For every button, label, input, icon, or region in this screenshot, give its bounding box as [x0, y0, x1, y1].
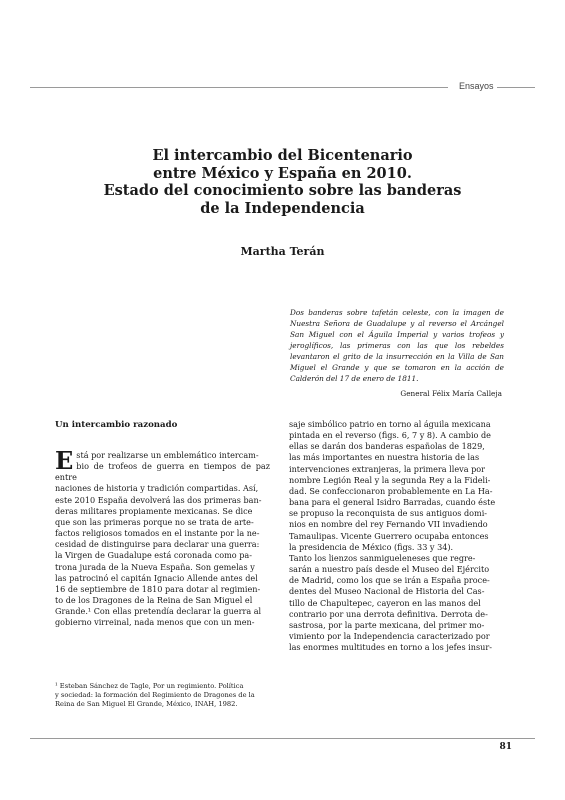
title-line: El intercambio del Bicentenario [152, 147, 413, 164]
body-right-column: saje simbólico patrio en torno al águila mexicana pintada en el reverso (figs. 6, 7 y 8). A cambio de ellas se darán dos banderas españolas de 1829, las más importantes en nuestra historia de las intervenciones extranjeras, la primera lleva por nombre Legión Real y la segunda Rey a la Fideli- dad. Se confeccionaron probablemente en La Ha- bana para el general Isidro Barradas, cuando éste se propuso la reconquista de sus antiguos domi- nios en nombre del rey Fernando VII invadiendo Tamaulipas. Vicente Guerrero ocupaba entonces la presidencia de México (figs. 33 y 34). Tanto los lienzos sanmigueleneses que regre- sarán a nuestro país desde el Museo del Ejército de Madrid, como los que se irán a España proce- dentes del Museo Nacional de Historia del Cas- tillo de Chapultepec, cayeron en las manos del contrario por una derrota definitiva. Derrota de- sastrosa, por la parte mexicana, del primer mo- vimiento por la Independencia caracterizado por las enormes multitudes en torno a los jefes insur- [289, 419, 496, 653]
epigraph-attribution: General Félix María Calleja [400, 389, 502, 398]
section-heading: Un intercambio razonado [55, 420, 178, 430]
title-line: entre México y España en 2010. [153, 164, 412, 182]
header-rule-right [497, 87, 535, 88]
body-left-column [55, 446, 270, 629]
footnote: ¹ Esteban Sánchez de Tagle, Por un regimiento. Política y sociedad: la formación del Regimiento de Dragones de la Reina de San Miguel El Grande, México, INAH, 1982. [55, 682, 255, 708]
article-title [60, 147, 505, 217]
drop-cap: E [55, 446, 74, 475]
header-rule-left [30, 87, 448, 88]
title-line: de la Independencia [200, 199, 365, 217]
page-number: 81 [499, 742, 512, 752]
epigraph-text: Dos banderas sobre tafetán celeste, con la imagen de Nuestra Señora de Guadalupe y al reverso el Arcángel San Miguel con el Águila Imperial y varios trofeos y jeroglíficos, las primeras con las que los rebeldes levantaron el grito de la insurrección en la Villa de San Miguel el Grande y que se tomaron en la acción de Calderón del 17 de enero de 1811. [290, 308, 504, 383]
footer-rule [30, 738, 535, 739]
title-line: Estado del conocimiento sobre las banderas [103, 182, 462, 200]
author-name: Martha Terán [240, 245, 325, 258]
section-label: Ensayos [459, 81, 494, 91]
body-left-text: stá por realizarse un emblemático intercam- bio de trofeos de guerra en tiempos de paz entre naciones de historia y tradición compartidas. Así, este 2010 España devolverá las dos primeras ban- deras militares propiamente mexicanas. Se dice que son las primeras porque no se trata de arte- factos religiosos tomados en el instante por la ne- cesidad de distinguirse para declarar una guerra: la Virgen de Guadalupe está coronada como pa- trona jurada de la Nueva España. Son gemelas y las patrocinó el capitán Ignacio Allende antes del 16 de septiembre de 1810 para dotar al regimien- to de los Dragones de la Reina de San Miguel el Grande.¹ Con ellas pretendía declarar la guerra al gobierno virreinal, nada menos que con un men- [55, 450, 270, 628]
